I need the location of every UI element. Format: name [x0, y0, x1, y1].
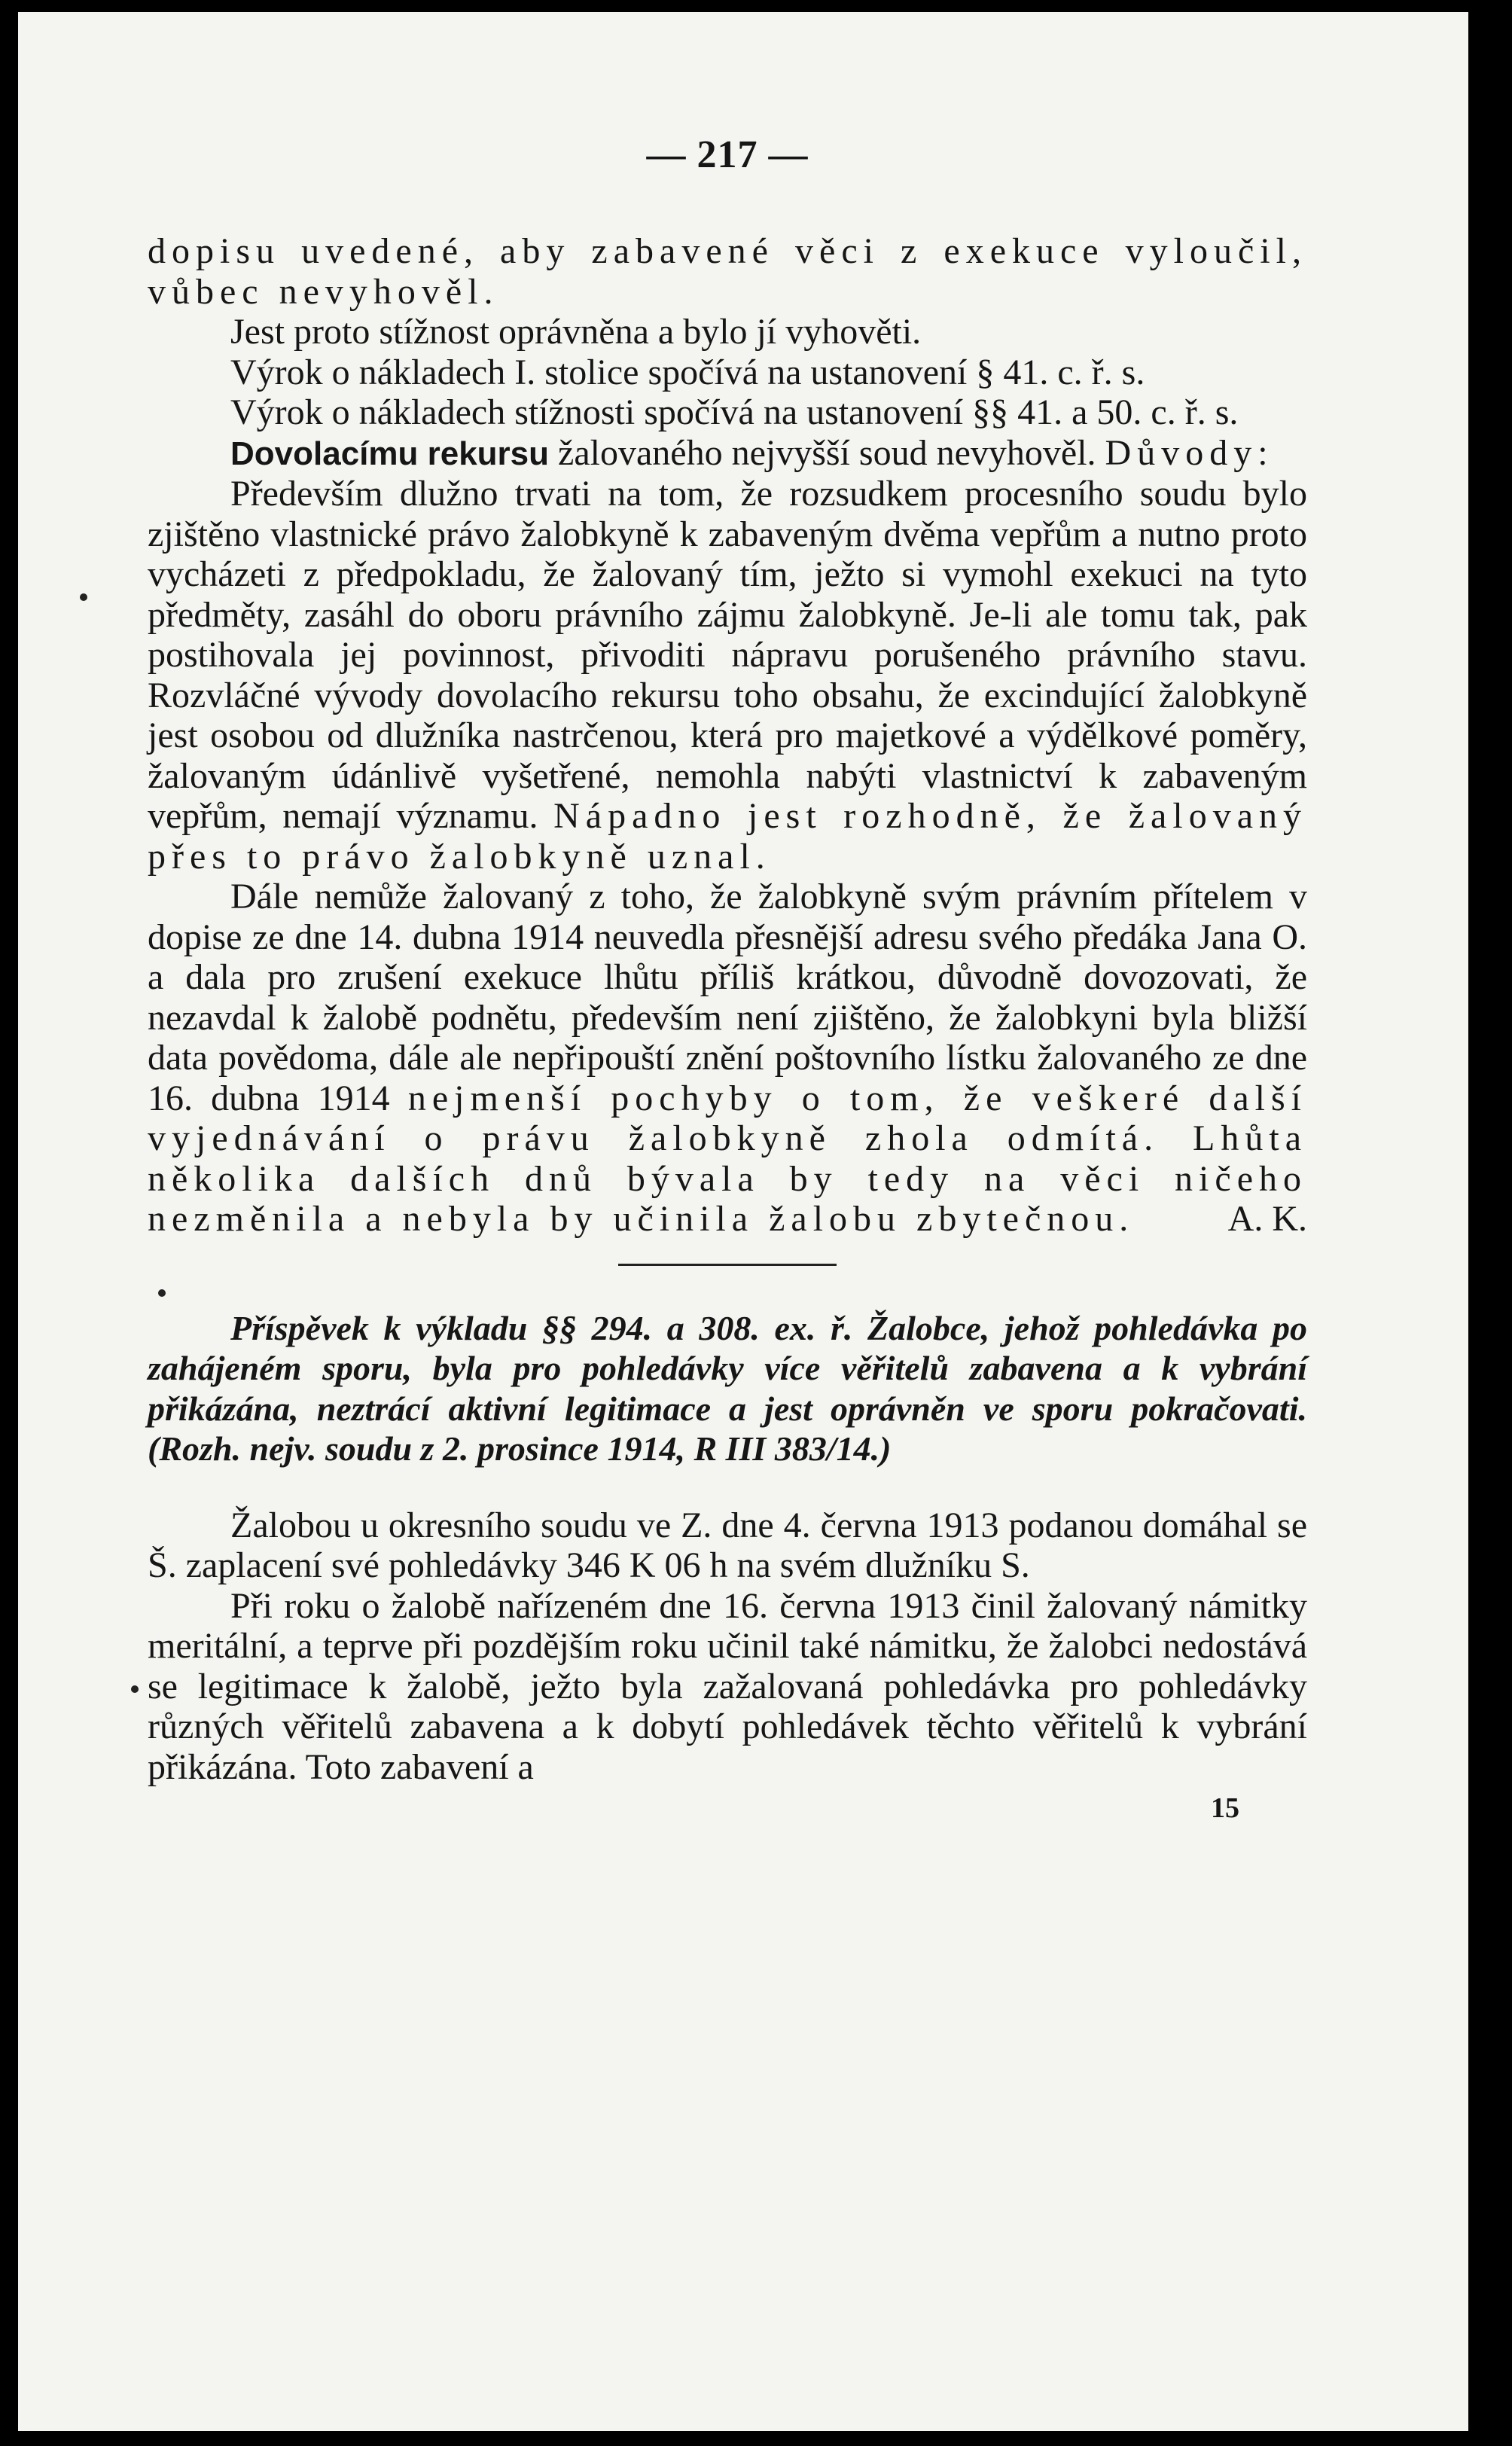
paragraph-7-text: Dále nemůže žalovaný z toho, že žalobkyně svým právním přítelem v dopise ze dne 14. dubna 1914 neuvedla přesnější adresu svého předáka Jana O. a dala pro zrušení exekuce lhůtu příliš krátkou, důvodně dovozovati, že nezavdal k žalobě podnětu, především není zjištěno, že žalobkyni byla bližší data povědoma, dále ale nepřipouští znění poštovního lístku žalovaného ze dne 16. dubna 1914 [148, 877, 1307, 1118]
paragraph-6-emphasis: Nápadno jest rozhodně, že žalovaný přes to právo žalobkyně uznal. [148, 796, 1308, 877]
decision-text: žalovaného nejvyšší soud nevyhověl. [549, 432, 1105, 473]
reasons-label: Důvody: [1105, 432, 1274, 473]
section-divider [618, 1264, 837, 1266]
paragraph-2: Jest proto stížnost oprávněna a bylo jí vyhověti. [230, 312, 922, 352]
paragraph-7 [148, 877, 1307, 1240]
page-number: — 217 — [646, 133, 809, 176]
paragraph-6-text: Především dlužno trvati na tom, že rozsudkem procesního soudu bylo zjištěno vlastnické právo žalobkyně k zabaveným dvěma vepřům a nutno proto vycházeti z předpokladu, že žalovaný tím, ježto si vymohl exekuci na tyto předměty, zasáhl do oboru právního zájmu žalobkyně. Je-li ale tomu tak, pak postihovala jej povinnost, přivoditi nápravu porušeného právního stavu. Rozvláčné vývody dovolacího rekursu toho obsahu, že excindující žalobkyně jest osobou od dlužníka nastrčenou, která pro majetkové a výdělkové poměry, žalovaným údánlivě vyšetřené, nemohla nabýti vlastnictví k zabaveným vepřům, nemají významu. [148, 474, 1307, 836]
paragraph-8: Žalobou u okresního soudu ve Z. dne 4. června 1913 podanou domáhal se Š. zaplacení své pohledávky 346 K 06 h na svém dlužníku S. [148, 1505, 1307, 1585]
speck [131, 1685, 139, 1693]
paragraph-3: Výrok o nákladech I. stolice spočívá na ustanovení § 41. c. ř. s. [230, 352, 1145, 392]
headnote: Příspěvek k výkladu §§ 294. a 308. ex. ř. Žalobce, jehož pohledávka po zahájeném sporu, byla pro pohledávky více věřitelů zabavena a k vybrání přikázána, neztrácí aktivní legitimace a jest oprávněn ve sporu pokračovati. (Rozh. nejv. soudu z 2. prosince 1914, R III 383/14.) [148, 1308, 1307, 1468]
signature: A. K. [1227, 1199, 1307, 1239]
paragraph-1: dopisu uvedené, aby zabavené věci z exekuce vyloučil, vůbec nevyhověl. [148, 231, 1307, 312]
paragraph-5 [148, 433, 1307, 474]
paragraph-9: Při roku o žalobě nařízeném dne 16. června 1913 činil žalovaný námitky meritální, a teprve při pozdějším roku učinil také námitku, že žalobci nedostává se legitimace k žalobě, ježto byla zažalovaná pohledávka pro pohledávky různých věřitelů zabavena a k dobytí pohledávek těchto věřitelů k vybrání přikázána. Toto zabavení a [148, 1585, 1307, 1787]
paragraph-7-emphasis: nejmenší pochyby o tom, že veškeré další vyjednávání o právu žalobkyně zhola odmítá. Lhůta několika dalších dnů bývala by tedy na věci ničeho nezměnila a nebyla by učinila žalobu zbytečnou. [148, 1078, 1307, 1239]
speck [80, 593, 87, 601]
document-body [148, 133, 1307, 1825]
paragraph-4: Výrok o nákladech stížnosti spočívá na ustanovení §§ 41. a 50. c. ř. s. [230, 392, 1239, 432]
paragraph-6 [148, 474, 1307, 877]
decision-heading: Dovolacímu rekursu [230, 435, 550, 472]
sheet-number: 15 [1211, 1792, 1239, 1824]
